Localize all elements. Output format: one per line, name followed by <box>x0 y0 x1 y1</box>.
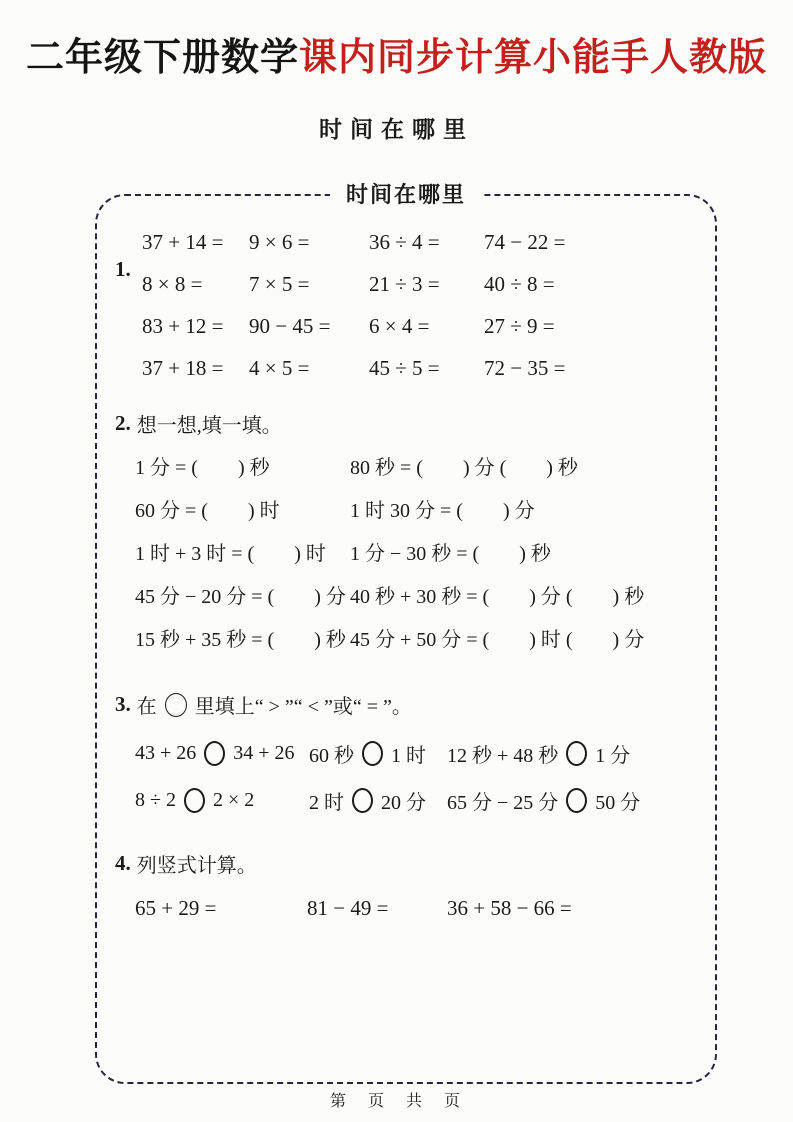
comparison-circle <box>362 741 383 766</box>
page-title-red: 课内同步计算小能手人教版 <box>299 37 768 79</box>
math-problem: 6 × 4 = <box>369 314 430 339</box>
section-title: 想一想,填一填。 <box>136 415 282 438</box>
math-problem: 7 × 5 = <box>249 272 310 297</box>
comparison-circle <box>204 741 225 766</box>
comparison-problem <box>447 730 715 777</box>
section-title-prefix: 在 <box>136 696 157 719</box>
fill-blank-problem: 1 分 = ( ) 秒 <box>135 456 270 479</box>
math-problem: 36 ÷ 4 = <box>369 230 440 255</box>
comparison-problem <box>135 730 309 777</box>
math-problem: 36 + 58 − 66 = <box>447 896 572 921</box>
math-problem: 90 − 45 = <box>249 314 331 339</box>
comparison-grid <box>97 730 715 824</box>
comparison-circle <box>352 788 373 813</box>
section-number: 4. <box>115 851 131 876</box>
math-problem: 74 − 22 = <box>484 230 566 255</box>
math-problem: 37 + 18 = <box>142 356 224 381</box>
fill-blank-problem: 45 分 − 20 分 = ( ) 分 <box>135 585 346 608</box>
page-title <box>0 0 793 82</box>
math-problem: 37 + 14 = <box>142 230 224 255</box>
comparison-right: 34 + 26 <box>233 741 295 764</box>
oral-calculation-grid <box>97 222 715 390</box>
comparison-problem <box>309 730 447 777</box>
comparison-right: 50 分 <box>595 791 641 814</box>
comparison-problem <box>447 777 715 824</box>
math-problem: 9 × 6 = <box>249 230 310 255</box>
page-title-black: 二年级下册数学 <box>25 37 299 79</box>
section-title-suffix: 里填上“ > ”“ < ”或“ = ”。 <box>194 696 412 719</box>
comparison-left: 8 ÷ 2 <box>135 788 176 811</box>
fill-blank-problem: 80 秒 = ( ) 分 ( ) 秒 <box>350 456 578 479</box>
comparison-problem <box>309 777 447 824</box>
comparison-right: 20 分 <box>381 791 426 814</box>
section-heading <box>97 690 715 720</box>
section-number: 1. <box>115 256 131 281</box>
comparison-left: 2 时 <box>309 791 344 814</box>
math-problem: 27 ÷ 9 = <box>484 314 555 339</box>
lesson-subtitle: 时间在哪里 <box>319 116 474 142</box>
fill-blank-problem: 1 时 + 3 时 = ( ) 时 <box>135 542 326 565</box>
math-problem: 40 ÷ 8 = <box>484 272 555 297</box>
math-problem: 81 − 49 = <box>307 896 389 921</box>
section-column-calculation <box>97 849 715 930</box>
section-heading <box>97 849 715 879</box>
column-calculation-grid <box>97 888 715 930</box>
section-heading <box>97 410 715 438</box>
comparison-left: 12 秒 + 48 秒 <box>447 744 559 767</box>
fill-blank-problem: 60 分 = ( ) 时 <box>135 499 280 522</box>
fill-in-blanks-grid <box>97 444 715 659</box>
comparison-circle <box>566 741 587 766</box>
comparison-left: 60 秒 <box>309 744 354 767</box>
fill-blank-problem: 40 秒 + 30 秒 = ( ) 分 ( ) 秒 <box>350 585 645 608</box>
section-number: 3. <box>115 692 131 717</box>
comparison-circle <box>184 788 205 813</box>
section-number: 2. <box>115 411 131 436</box>
comparison-right: 1 分 <box>595 744 631 767</box>
section-comparison <box>97 690 715 824</box>
comparison-left: 43 + 26 <box>135 741 197 764</box>
page-footer: 第 页 共 页 <box>329 1092 463 1110</box>
section-oral-calculation <box>97 222 715 390</box>
comparison-right: 1 时 <box>391 744 426 767</box>
comparison-right: 2 × 2 <box>212 788 255 811</box>
comparison-circle <box>165 693 187 717</box>
math-problem: 72 − 35 = <box>484 356 566 381</box>
section-fill-in-blanks <box>97 410 715 659</box>
worksheet-box <box>95 181 717 1084</box>
fill-blank-problem: 1 时 30 分 = ( ) 分 <box>350 499 535 522</box>
math-problem: 45 ÷ 5 = <box>369 356 440 381</box>
fill-blank-problem: 15 秒 + 35 秒 = ( ) 秒 <box>135 628 346 651</box>
fill-blank-problem: 45 分 + 50 分 = ( ) 时 ( ) 分 <box>350 628 645 651</box>
comparison-problem <box>135 777 309 824</box>
math-problem: 21 ÷ 3 = <box>369 272 440 297</box>
worksheet-box-title: 时间在哪里 <box>330 180 482 210</box>
math-problem: 65 + 29 = <box>135 896 217 921</box>
section-title: 列竖式计算。 <box>136 855 257 878</box>
math-problem: 8 × 8 = <box>142 272 203 297</box>
comparison-circle <box>566 788 587 813</box>
math-problem: 83 + 12 = <box>142 314 224 339</box>
comparison-left: 65 分 − 25 分 <box>447 791 559 814</box>
fill-blank-problem: 1 分 − 30 秒 = ( ) 秒 <box>350 542 551 565</box>
math-problem: 4 × 5 = <box>249 356 310 381</box>
